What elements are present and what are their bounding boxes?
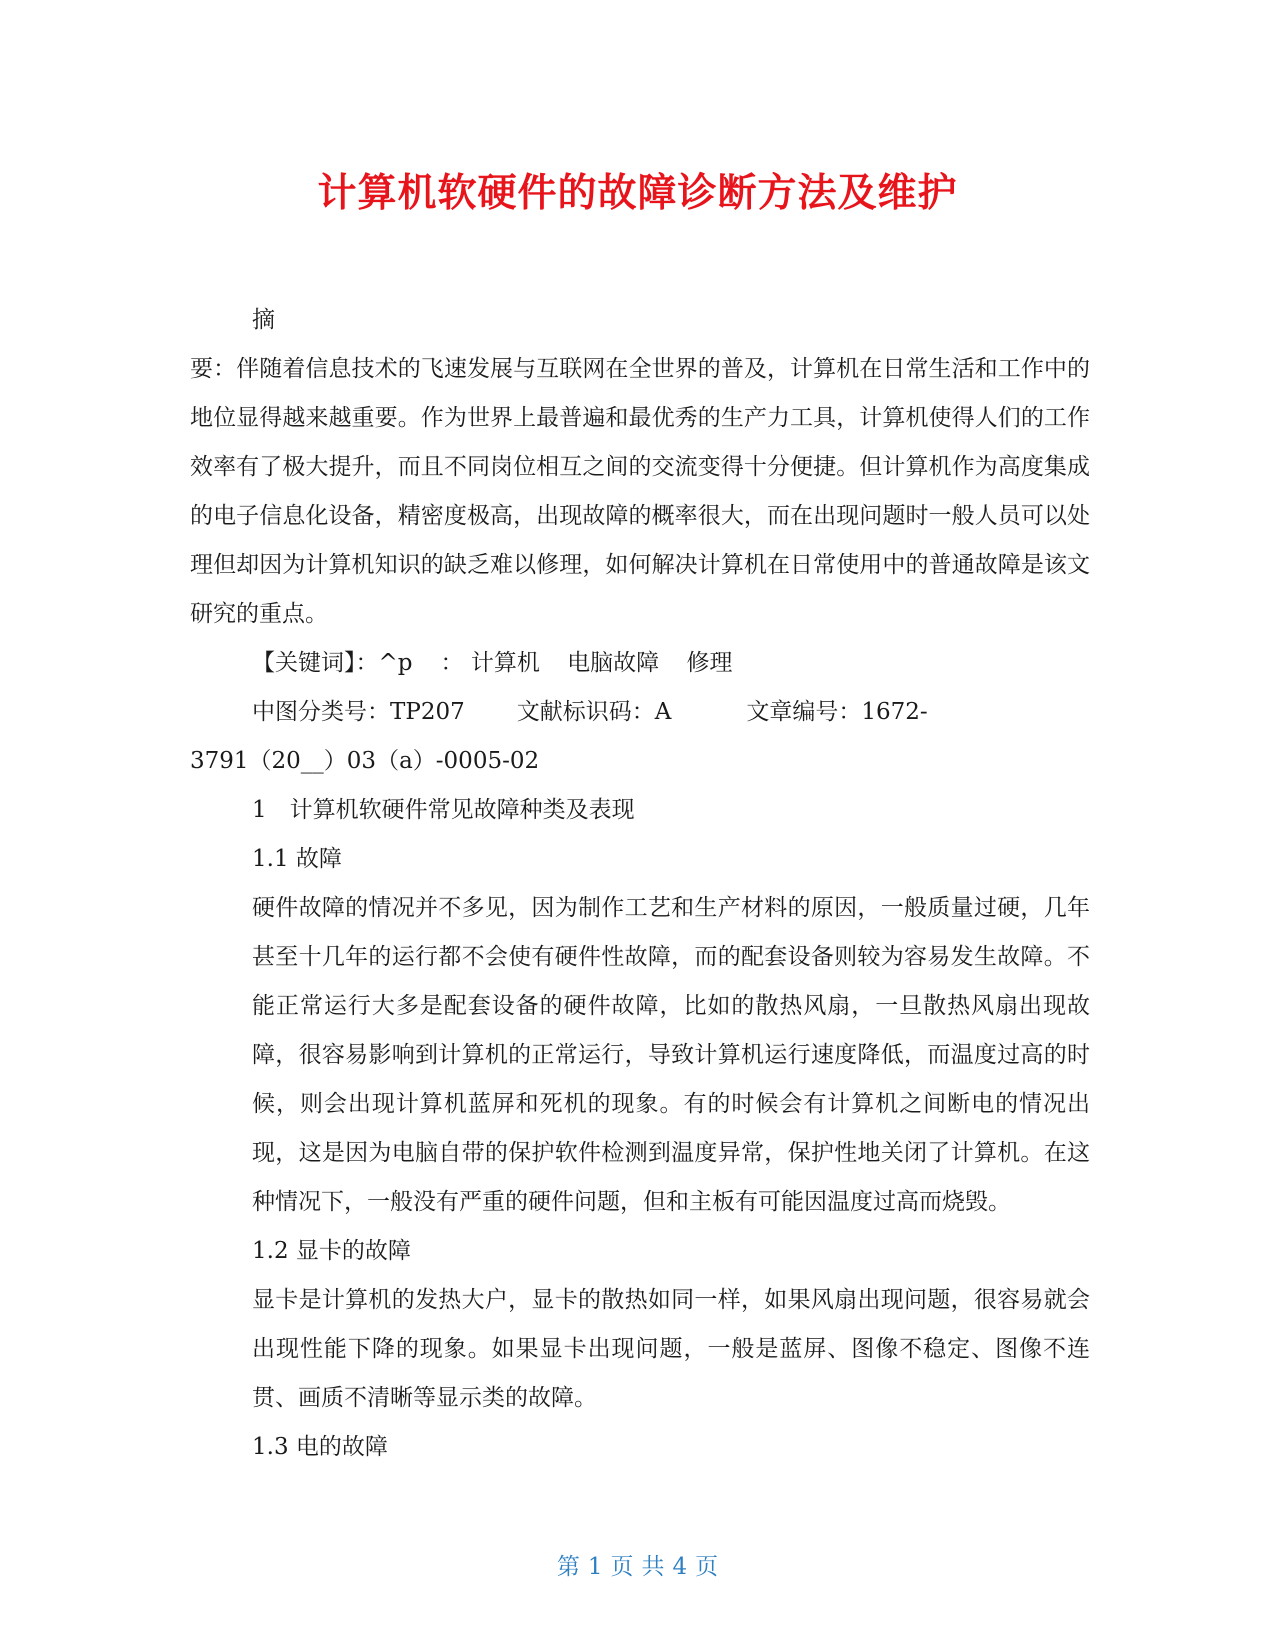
subsection-heading: 1.2 显卡的故障 bbox=[252, 1238, 411, 1264]
clc-number: 中图分类号：TP207 bbox=[252, 699, 465, 725]
section-heading: 1 计算机软硬件常见故障种类及表现 bbox=[252, 797, 635, 823]
total-page-count: 4 bbox=[672, 1554, 688, 1580]
keywords-line bbox=[190, 639, 1090, 688]
footer-word: 页 bbox=[695, 1554, 719, 1580]
footer-word: 共 bbox=[641, 1554, 665, 1580]
document-body bbox=[190, 296, 1090, 1472]
footer-word: 页 bbox=[610, 1554, 634, 1580]
classification-line bbox=[190, 688, 1090, 737]
document-code: 文献标识码：A bbox=[516, 699, 672, 725]
abstract-label: 摘 bbox=[252, 307, 275, 333]
subsection-text: 显卡是计算机的发热大户，显卡的散热如同一样，如果风扇出现问题，很容易就会出现性能下降的现象。如果显卡出现问题，一般是蓝屏、图像不稳定、图像不连贯、画质不清晰等显示类的故障。 bbox=[252, 1287, 1090, 1411]
abstract-text: 要：伴随着信息技术的飞速发展与互联网在全世界的普及，计算机在日常生活和工作中的地位显得越来越重要。作为世界上最普遍和最优秀的生产力工具，计算机使得人们的工作效率有了极大提升，而且不同岗位相互之间的交流变得十分便捷。但计算机作为高度集成的电子信息化设备，精密度极高，出现故障的概率很大，而在出现问题时一般人员可以处理但却因为计算机知识的缺乏难以修理，如何解决计算机在日常使用中的普通故障是该文研究的重点。 bbox=[190, 356, 1090, 627]
footer-word: 第 bbox=[556, 1554, 580, 1580]
article-number-continued: 3791（20__）03（a）-0005-02 bbox=[190, 748, 540, 774]
subsection-text: 硬件故障的情况并不多见，因为制作工艺和生产材料的原因，一般质量过硬，几年甚至十几年的运行都不会使有硬件性故障，而的配套设备则较为容易发生故障。不能正常运行大多是配套设备的硬件故障，比如的散热风扇，一旦散热风扇出现故障，很容易影响到计算机的正常运行，导致计算机运行速度降低，而温度过高的时候，则会出现计算机蓝屏和死机的现象。有的时候会有计算机之间断电的情况出现，这是因为电脑自带的保护软件检测到温度异常，保护性地关闭了计算机。在这种情况下，一般没有严重的硬件问题，但和主板有可能因温度过高而烧毁。 bbox=[252, 895, 1090, 1215]
subsection-heading: 1.1 故障 bbox=[252, 846, 342, 872]
current-page-number: 1 bbox=[587, 1554, 603, 1580]
keyword-item: 计算机 bbox=[470, 650, 540, 676]
keyword-item: 修理 bbox=[686, 650, 733, 676]
page-footer bbox=[0, 1548, 1275, 1581]
keyword-item: 电脑故障 bbox=[567, 650, 660, 676]
keywords-separator: ： bbox=[440, 650, 464, 676]
document-title: 计算机软硬件的故障诊断方法及维护 bbox=[317, 171, 958, 216]
keywords-label: 【关键词】：^p bbox=[252, 650, 413, 676]
article-number: 文章编号：1672- bbox=[746, 699, 928, 725]
subsection-heading: 1.3 电的故障 bbox=[252, 1434, 388, 1460]
